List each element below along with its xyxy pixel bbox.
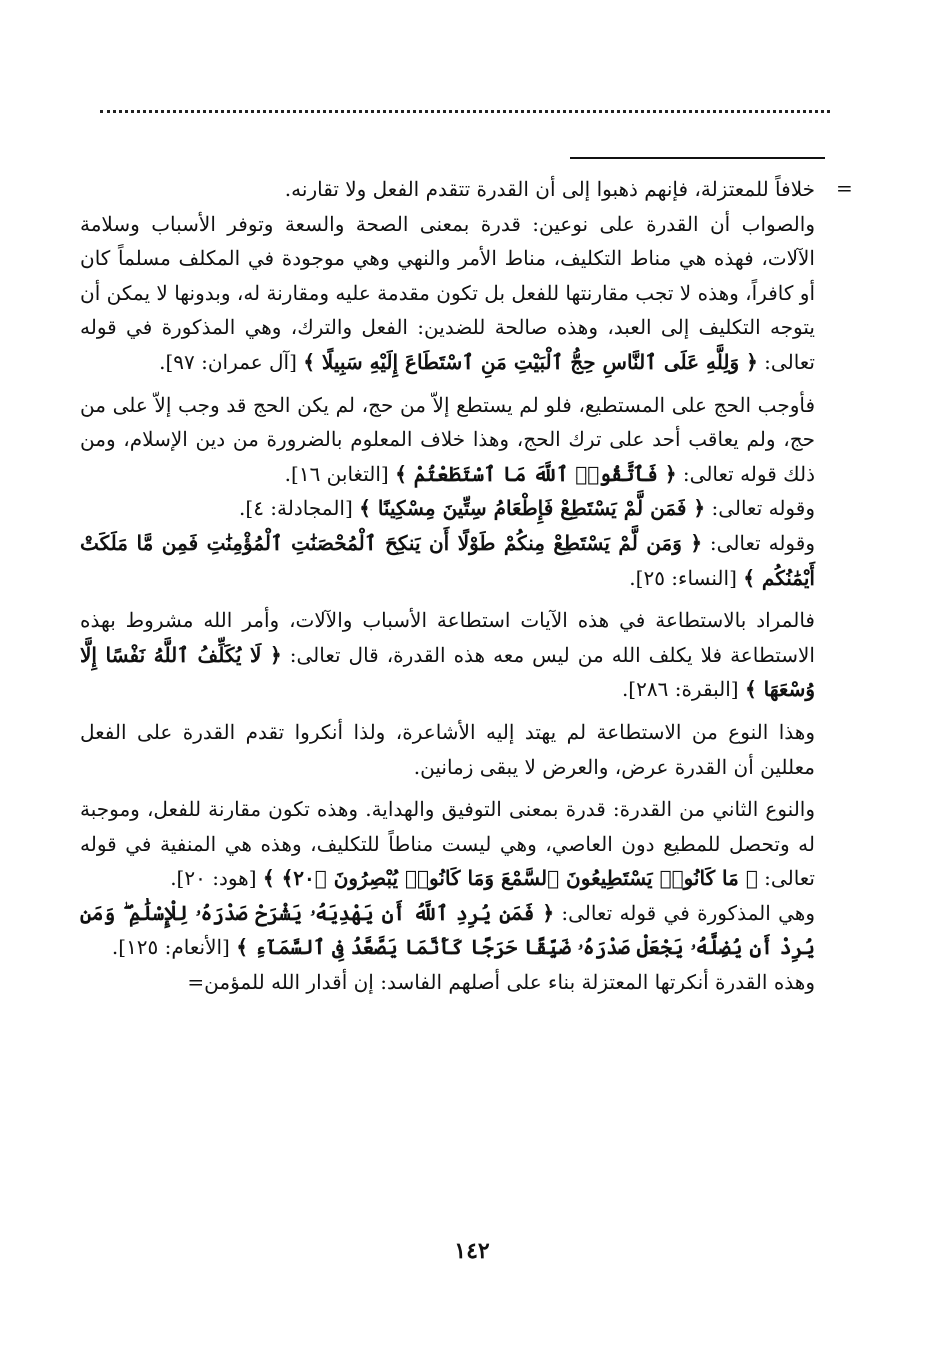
footnote-separator [570, 157, 825, 159]
quran-verse: ﴿ فَٱتَّقُوا۟ ٱللَّهَ مَا ٱسْتَطَعْتُمْ ﴾ [395, 461, 677, 486]
paragraph-text: وقوله تعالى: [705, 496, 815, 521]
paragraph-text: فالمراد بالاستطاعة في هذه الآيات استطاعة الأسباب والآلات، وأمر الله مشروط بهذه الاستطاعة فلا يكلف الله من ليس معه هذه القدرة، قال تعالى: [80, 608, 815, 667]
page-number: ١٤٢ [454, 1238, 490, 1264]
paragraph-text: وهذا النوع من الاستطاعة لم يهتد إليه الأشاعرة، ولذا أنكروا تقدم القدرة على الفعل معللين أن القدرة عرض، والعرض لا يبقى زمانين. [80, 719, 815, 779]
paragraph-text: فأوجب الحج على المستطيع، فلو لم يستطع إلاّ من حج، لم يكن الحج قد وجب إلاّ على من حج، ولم يعاقب أحد على ترك الحج، وهذا خلاف المعلوم بالضرورة من دين الإسلام، ومن ذلك قوله تعالى: [80, 392, 816, 486]
paragraph-text: والنوع الثاني من القدرة: قدرة بمعنى التوفيق والهداية. وهذه تكون مقارنة للفعل، وموجبة له وتحصل للمطيع دون العاصي، وهي ليست مناطاً للتكليف، وهذه هي المنفية في قوله تعالى: [80, 797, 815, 891]
verse-reference: [النساء: ٢٥]. [629, 565, 744, 590]
paragraph-9 [80, 896, 815, 965]
paragraph-text: خلافاً للمعتزلة، فإنهم ذهبوا إلى أن القدرة تتقدم الفعل ولا تقارنه. [284, 177, 815, 201]
quran-verse: ﴿ فَمَن لَّمْ يَسْتَطِعْ فَإِطْعَامُ سِتِّينَ مِسْكِينًا ﴾ [359, 496, 706, 521]
continuation-mark: = [836, 176, 853, 200]
quran-verse: ﴿ مَا كَانُوا۟ يَسْتَطِيعُونَ ٱلسَّمْعَ وَمَا كَانُوا۟ يُبْصِرُونَ ﴿٢٠﴾ ﴾ [262, 866, 758, 891]
quran-verse: ﴿ فَمَن يُرِدِ ٱللَّهُ أَن يَهْدِيَهُۥ يَشْرَحْ صَدْرَهُۥ لِلْإِسْلَٰمِ ۖ وَمَن يُرِدْ أَن يُضِلَّهُۥ يَجْعَلْ صَدْرَهُۥ ضَيِّقًا حَرَجًا كَأَنَّمَا يَصَّعَّدُ فِى ٱلسَّمَآءِ ﴾ [80, 900, 815, 960]
paragraph-10 [80, 965, 815, 1000]
paragraph-8 [80, 792, 815, 896]
quran-verse: ﴿ لَا يُكَلِّفُ ٱللَّهُ نَفْسًا إِلَّا وُسْعَهَا ﴾ [80, 642, 815, 702]
paragraph-3 [80, 388, 815, 492]
paragraph-text: وقوله تعالى: [702, 530, 815, 555]
dotted-separator [100, 110, 830, 113]
verse-reference: [آل عمران: ٩٧]. [159, 349, 304, 374]
paragraph-6 [80, 603, 815, 707]
paragraph-text: وهذه القدرة أنكرتها المعتزلة بناء على أصلهم الفاسد: إن أقدار الله للمؤمن= [187, 970, 815, 995]
verse-reference: [الأنعام: ١٢٥]. [111, 935, 237, 960]
verse-reference: [المجادلة: ٤]. [239, 496, 360, 521]
quran-verse: ﴿ وَلِلَّهِ عَلَى ٱلنَّاسِ حِجُّ ٱلْبَيْتِ مَنِ ٱسْتَطَاعَ إِلَيْهِ سَبِيلًا ﴾ [303, 349, 758, 374]
footnote-body [80, 172, 815, 1000]
paragraph-text: وهي المذكورة في قوله تعالى: [554, 900, 815, 925]
quran-verse: ﴿ وَمَن لَّمْ يَسْتَطِعْ مِنكُمْ طَوْلًا أَن يَنكِحَ ٱلْمُحْصَنَٰتِ ٱلْمُؤْمِنَٰتِ فَمِن مَّا مَلَكَتْ أَيْمَٰنُكُم ﴾ [80, 530, 815, 590]
paragraph-5 [80, 526, 815, 595]
paragraph-7 [80, 715, 815, 784]
paragraph-4 [80, 491, 815, 526]
verse-reference: [البقرة: ٢٨٦]. [621, 677, 745, 702]
verse-reference: [التغابن ١٦]. [284, 461, 396, 486]
paragraph-text: والصواب أن القدرة على نوعين: قدرة بمعنى الصحة والسعة وتوفر الأسباب وسلامة الآلات، فهذه هي مناط التكليف، مناط الأمر والنهي وهي موجودة في المكلف مسلماً كان أو كافراً، وهذه لا تجب مقارنتها للفعل بل تكون مقدمة عليه ومقارنة له، وبدونها لا يمكن أن يتوجه التكليف إلى العبد، وهذه صالحة للضدين: الفعل والترك، وهي المذكورة في قوله تعالى: [80, 211, 815, 374]
paragraph-2 [80, 207, 815, 380]
paragraph-1 [80, 172, 815, 207]
verse-reference: [هود: ٢٠]. [170, 866, 263, 891]
